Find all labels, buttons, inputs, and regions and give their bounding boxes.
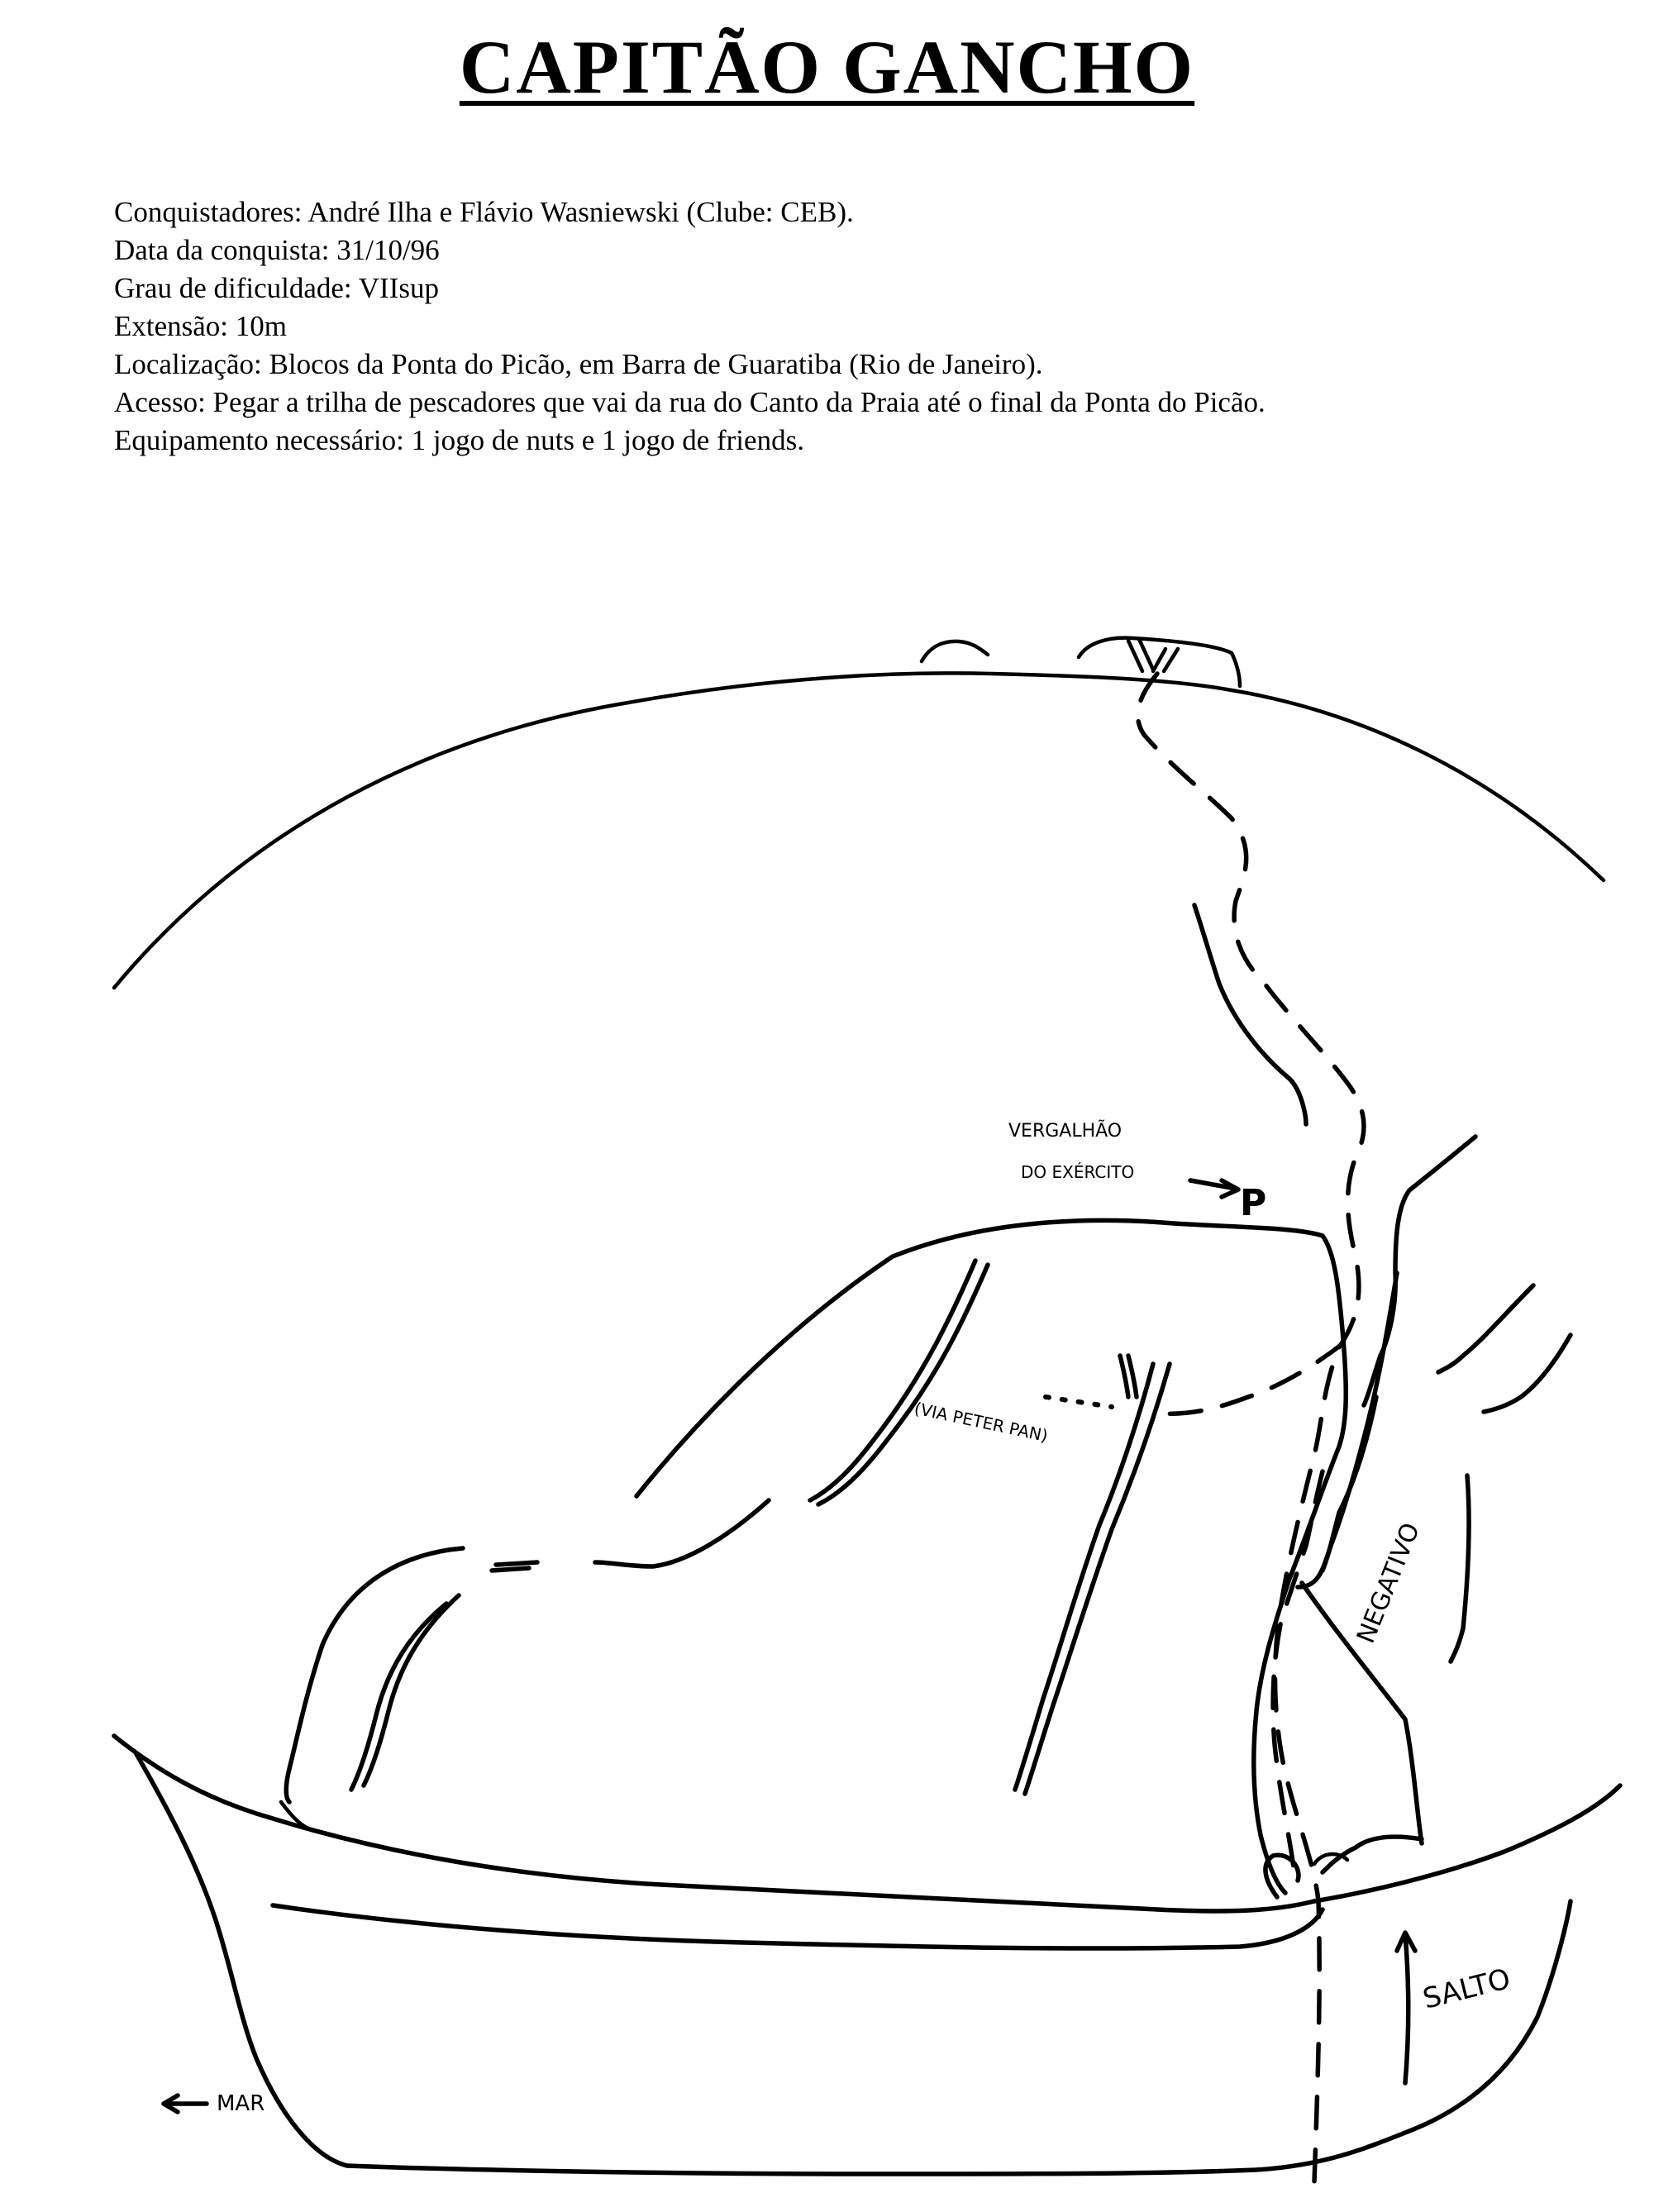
crack-upper-left — [1194, 905, 1306, 1124]
info-localizacao: Localização: Blocos da Ponta do Picão, em Barra de Guaratiba (Rio de Janeiro). — [114, 348, 1043, 380]
label-negativo: NEGATIVO — [1351, 1518, 1426, 1647]
info-extensao: Extensão: 10m — [114, 310, 287, 342]
label-via-peter-pan: (VIA PETER PAN) — [912, 1398, 1050, 1447]
info-equipamento: Equipamento necessário: 1 jogo de nuts e 1 jogo de friends. — [114, 424, 804, 456]
info-data: Data da conquista: 31/10/96 — [114, 234, 440, 266]
peter-pan-crack-top-a — [1120, 1356, 1128, 1397]
crack-right-b — [1484, 1335, 1571, 1412]
diagonal-crack-a — [818, 1265, 988, 1504]
label-piton: P — [1240, 1182, 1267, 1224]
info-conquistadores: Conquistadores: André Ilha e Flávio Wasniewski (Clube: CEB). — [114, 196, 854, 228]
ledge — [636, 1220, 1346, 1893]
left-wall-dash-b — [492, 1568, 529, 1571]
lower-left-line-a — [364, 1595, 459, 1785]
info-grau: Grau de dificuldade: VIIsup — [114, 272, 439, 304]
label-vergalhao-line1: VERGALHÃO — [1008, 1121, 1123, 1142]
page-title: CAPITÃO GANCHO — [459, 25, 1195, 109]
route-line-traverse — [1157, 1343, 1343, 1413]
crack-right-a — [1438, 1285, 1533, 1372]
left-wall-dash-a — [496, 1562, 537, 1565]
shore-line — [347, 1901, 1571, 2174]
left-wall — [595, 1500, 769, 1566]
route-dots — [1046, 1397, 1112, 1407]
label-vergalhao-line2: DO EXÉRCITO — [1021, 1162, 1135, 1182]
negativo-flake-outer — [1298, 1273, 1397, 1587]
salto-arrow — [1405, 1934, 1409, 2083]
label-mar: MAR — [217, 2091, 265, 2116]
info-acesso: Acesso: Pegar a trilha de pescadores que vai da rua do Canto da Praia até o final da Ponta do Picão. — [114, 386, 1266, 418]
negativo-flake-inner — [1323, 1397, 1376, 1571]
lower-left-line-b — [351, 1604, 446, 1790]
summit-crack-c — [1153, 649, 1165, 671]
route-line-main — [1138, 674, 1364, 2182]
summit-crack-d — [1164, 649, 1178, 671]
crack-right-c — [1451, 1475, 1469, 1661]
label-salto: SALTO — [1419, 1962, 1514, 2016]
sea-line-upper — [114, 1736, 1314, 1911]
boulder-outline — [114, 673, 1604, 988]
summit-block-left — [922, 641, 988, 661]
